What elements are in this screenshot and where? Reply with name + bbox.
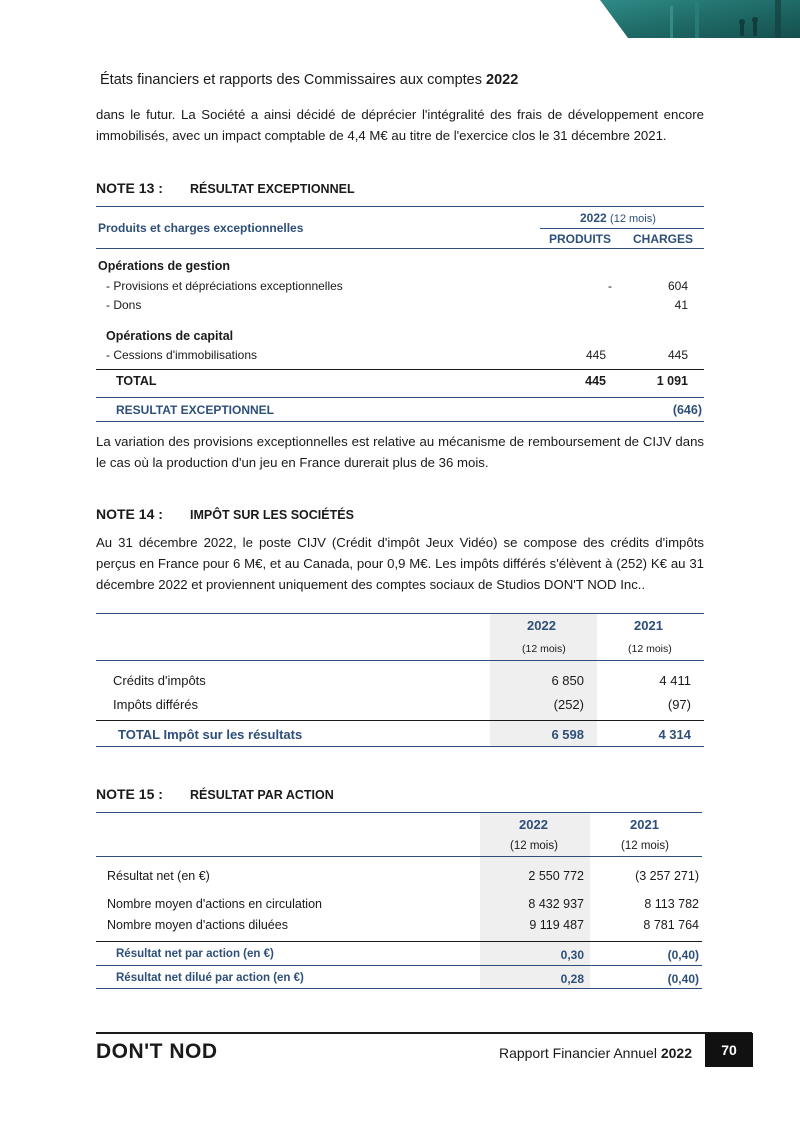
- note13-row-label: - Dons: [106, 298, 142, 312]
- page-title: [100, 72, 518, 88]
- note15-title: RÉSULTAT PAR ACTION: [190, 788, 334, 802]
- note13-year: 2022: [580, 211, 607, 225]
- divider: [96, 206, 704, 207]
- note13-row-label: - Provisions et dépréciations exceptionnelles: [106, 279, 343, 293]
- note14-row-2022: 6 850: [551, 673, 584, 688]
- note15-row-label: Résultat net (en €): [107, 869, 210, 883]
- note13-row-produits: -: [608, 279, 612, 293]
- note13-period: (12 mois): [610, 213, 656, 225]
- divider: [96, 941, 702, 942]
- note14-col-2022: 2022: [527, 618, 556, 633]
- divider: [96, 812, 702, 813]
- note15-row-2022: 8 432 937: [528, 897, 584, 911]
- note13-result-label: RESULTAT EXCEPTIONNEL: [116, 403, 275, 417]
- note13-total-label: TOTAL: [116, 374, 157, 388]
- note14-row-label: Impôts différés: [113, 697, 199, 712]
- divider: [96, 660, 704, 661]
- note14-heading: [96, 506, 354, 522]
- note13-section-capital: Opérations de capital: [106, 329, 234, 343]
- note13-year-header: [580, 211, 656, 225]
- note15-eps-diluted-2022: 0,28: [560, 972, 584, 986]
- page-title-text: États financiers et rapports des Commissaires aux comptes: [100, 72, 482, 88]
- note15-col-2021: 2021: [630, 817, 659, 832]
- note15-row-2021: 8 113 782: [644, 897, 699, 911]
- note15-eps-diluted-2021: (0,40): [667, 972, 699, 986]
- divider: [96, 421, 704, 422]
- footer-divider: [96, 1032, 752, 1034]
- note15-eps-2021: (0,40): [667, 948, 699, 962]
- note14-paragraph: Au 31 décembre 2022, le poste CIJV (Crédit d'impôt Jeux Vidéo) se compose des crédits d'impôts perçus en France pour 6 M€, et au Canada, pour 0,9 M€. Les impôts différés s'élèvent à (252) K€ au 31 décembre 2022 et proviennent uniquement des comptes sociaux de Studios DON'T NOD Inc..: [96, 535, 704, 592]
- note15-period-2022: (12 mois): [510, 840, 558, 852]
- note14-row-2021: (97): [667, 697, 691, 712]
- note13-total-charges: 1 091: [656, 374, 688, 388]
- note15-row-label: Nombre moyen d'actions diluées: [107, 918, 288, 932]
- note15-period-2021: (12 mois): [621, 840, 669, 852]
- note15-eps-diluted-label: Résultat net dilué par action (en €): [116, 972, 304, 984]
- footer-report-title: [499, 1045, 692, 1061]
- note14-number: NOTE 14 :: [96, 506, 163, 522]
- note15-row-2022: 2 550 772: [528, 869, 584, 883]
- note15-eps-label: Résultat net par action (en €): [116, 948, 274, 960]
- note14-row-2021: 4 411: [659, 673, 691, 688]
- note13-row-charges: 445: [667, 348, 688, 362]
- footer-report-year: 2022: [660, 1045, 692, 1061]
- note14-total-2022: 6 598: [551, 727, 584, 742]
- divider: [96, 248, 704, 249]
- divider: [96, 988, 702, 989]
- divider: [96, 856, 702, 857]
- note13-row-produits: 445: [585, 348, 606, 362]
- divider: [96, 746, 704, 747]
- divider: [96, 965, 702, 966]
- note13-row-charges: 604: [667, 279, 688, 293]
- divider: [96, 720, 704, 721]
- note13-col-charges: CHARGES: [633, 232, 694, 246]
- intro-paragraph: dans le futur. La Société a ainsi décidé de déprécier l'intégralité des frais de développement encore immobilisés, avec un impact comptable de 4,4 M€ au titre de l'exercice clos le 31 décembre 2021.: [96, 107, 704, 143]
- note14-col-2021: 2021: [634, 618, 663, 633]
- note13-number: NOTE 13 :: [96, 180, 163, 196]
- dontnod-logo: DON'T NOD: [96, 1040, 218, 1063]
- note14-total-2021: 4 314: [658, 727, 691, 742]
- note13-heading: [96, 180, 355, 196]
- note13-paragraph: La variation des provisions exceptionnelles est relative au mécanisme de remboursement de CIJV dans le cas où la production d'un jeu en France durerait plus de 36 mois.: [96, 434, 704, 470]
- note14-row-2022: (252): [553, 697, 584, 712]
- divider: [96, 613, 704, 614]
- note13-section-gestion: Opérations de gestion: [98, 259, 230, 273]
- page-title-year: 2022: [486, 72, 519, 88]
- note13-title: RÉSULTAT EXCEPTIONNEL: [190, 182, 355, 196]
- note13-result-value: (646): [672, 403, 702, 417]
- note13-col-produits: PRODUITS: [549, 232, 612, 246]
- note15-row-2021: (3 257 271): [635, 869, 699, 883]
- note15-heading: [96, 786, 334, 802]
- note14-title: IMPÔT SUR LES SOCIÉTÉS: [190, 508, 354, 522]
- divider: [96, 397, 704, 398]
- note14-total-label: TOTAL Impôt sur les résultats: [118, 727, 303, 742]
- note15-number: NOTE 15 :: [96, 786, 163, 802]
- note13-row-header: Produits et charges exceptionnelles: [98, 221, 304, 235]
- footer-report-name: Rapport Financier Annuel: [498, 1045, 657, 1061]
- note15-row-2021: 8 781 764: [643, 918, 699, 932]
- note14-row-label: Crédits d'impôts: [113, 673, 206, 688]
- note15-eps-2022: 0,30: [560, 948, 584, 962]
- note14-period-2022: (12 mois): [522, 643, 566, 655]
- divider: [96, 369, 704, 370]
- header-banner-image: [600, 0, 800, 38]
- note15-row-label: Nombre moyen d'actions en circulation: [107, 897, 322, 911]
- page-number: 70: [705, 1033, 753, 1067]
- divider: [540, 228, 704, 229]
- note14-period-2021: (12 mois): [628, 643, 672, 655]
- note13-total-produits: 445: [585, 374, 606, 388]
- note15-row-2022: 9 119 487: [529, 918, 584, 932]
- note13-row-charges: 41: [674, 298, 688, 312]
- note13-row-label: - Cessions d'immobilisations: [106, 348, 258, 362]
- note15-col-2022: 2022: [519, 817, 548, 832]
